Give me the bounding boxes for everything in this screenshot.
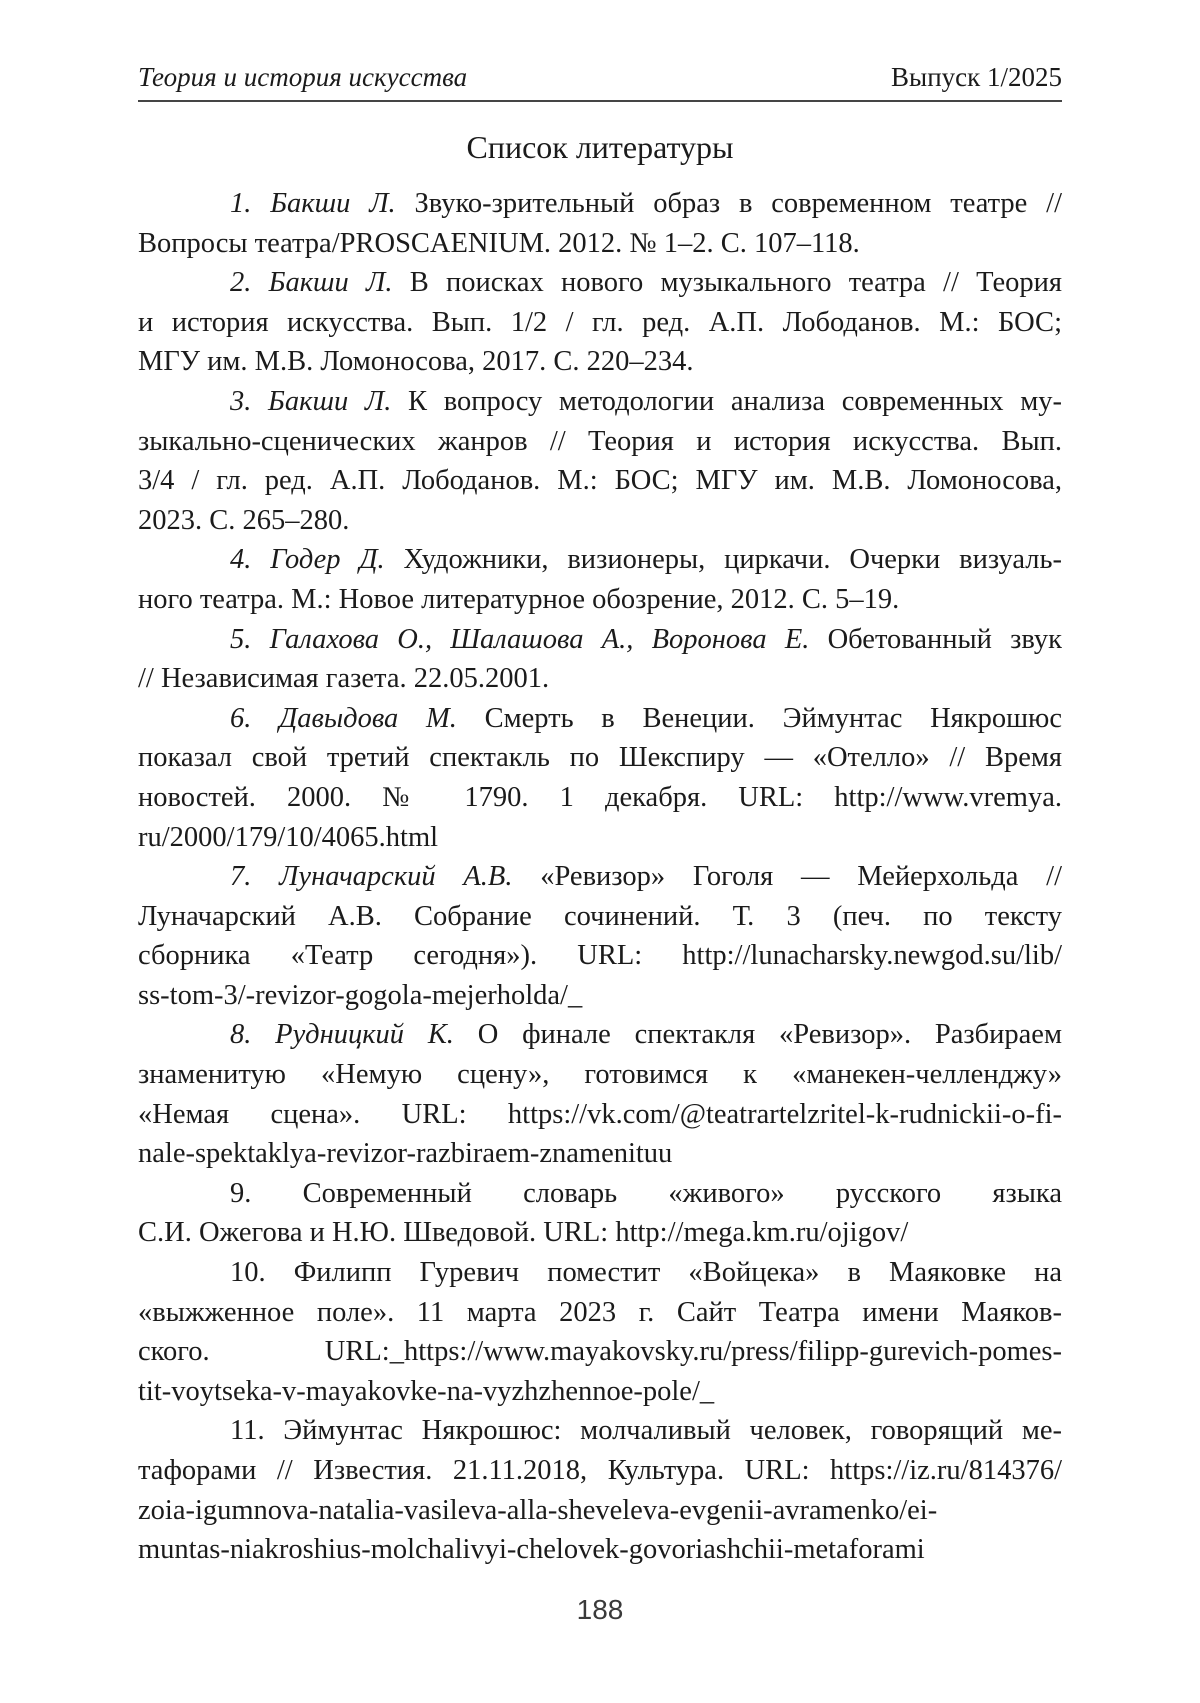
reference-line: [138, 382, 1062, 422]
reference-line: Луначарский А.В. Собрание сочинений. Т. 3 (печ. по тексту: [138, 900, 1062, 932]
reference-line: 3/4 / гл. ред. А.П. Лободанов. М.: БОС; МГУ им. М.В. Ломоносова,: [138, 465, 1062, 497]
reference-line: [138, 857, 1062, 897]
reference-line: новостей. 2000. № 1790. 1 декабря. URL: http://www.vremya.: [138, 781, 1062, 813]
running-head: [138, 0, 1062, 102]
section-title: Список литературы: [466, 129, 734, 165]
reference-line: МГУ им. М.В. Ломоносова, 2017. С. 220–234.: [138, 346, 694, 378]
reference-text: Обетованный звук: [809, 623, 1062, 655]
reference-author: 8. Рудницкий К.: [230, 1019, 454, 1051]
reference-line: zoia-igumnova-natalia-vasileva-alla-sheveleva-evgenii-avramenko/ei-: [138, 1494, 938, 1526]
reference-line: [138, 1174, 1062, 1214]
reference-text: Художники, визионеры, циркачи. Очерки визуаль-: [384, 544, 1062, 576]
reference-line: [138, 699, 1062, 739]
reference-entry-3: [138, 382, 1062, 540]
reference-line: nale-spektaklya-revizor-razbiraem-znamenituu: [138, 1138, 673, 1170]
reference-text: О финале спектакля «Ревизор». Разбираем: [453, 1019, 1062, 1051]
reference-line: 2023. С. 265–280.: [138, 504, 350, 536]
running-head-journal-title: Теория и история искусства: [138, 62, 468, 92]
reference-author: 3. Бакши Л.: [230, 385, 392, 417]
reference-entry-10: [138, 1253, 1062, 1411]
reference-line: тафорами // Известия. 21.11.2018, Культура. URL: https://iz.ru/814376/: [138, 1455, 1062, 1486]
reference-entry-8: [138, 1015, 1062, 1173]
reference-line: [138, 1411, 1062, 1451]
reference-line: показал свой третий спектакль по Шекспиру — «Отелло» // Время: [138, 742, 1062, 774]
reference-entry-11: [138, 1411, 1062, 1569]
reference-text: В поисках нового музыкального театра // Теория: [392, 267, 1062, 299]
reference-line: ского. URL:_https://www.mayakovsky.ru/press/filipp-gurevich-pomes-: [138, 1336, 1062, 1368]
running-head-issue: Выпуск 1/2025: [891, 62, 1062, 92]
reference-line: muntas-niakroshius-molchalivyi-chelovek-govoriashchii-metaforami: [138, 1534, 925, 1566]
reference-text: 9. Современный словарь «живого» русского языка: [230, 1177, 1062, 1209]
reference-entry-5: [138, 620, 1062, 699]
reference-text: Звуко-зрительный образ в современном театре //: [395, 188, 1062, 219]
reference-line: знаменитую «Немую сцену», готовимся к «манекен-челленджу»: [138, 1059, 1062, 1091]
reference-text: «Ревизор» Гоголя — Мейерхольда //: [512, 861, 1063, 893]
reference-line: «Немая сцена». URL: https://vk.com/@teatrartelzritel-k-rudnickii-o-fi-: [138, 1098, 1062, 1130]
reference-text: 10. Филипп Гуревич поместит «Войцека» в Маяковке на: [230, 1257, 1062, 1289]
reference-line: ss-tom-3/-revizor-gogola-mejerholda/_: [138, 979, 583, 1011]
reference-author: 4. Годер Д.: [230, 544, 385, 576]
reference-entry-2: [138, 263, 1062, 382]
reference-line: сборника «Театр сегодня»). URL: http://lunacharsky.newgod.su/lib/: [138, 940, 1062, 972]
reference-line: С.И. Ожегова и Н.Ю. Шведовой. URL: http://mega.km.ru/ojigov/: [138, 1217, 909, 1249]
reference-line: [138, 184, 1062, 224]
reference-list: [138, 184, 1062, 1570]
reference-text: 11. Эймунтас Някрошюс: молчаливый человек, говорящий ме-: [230, 1415, 1062, 1447]
reference-line: [138, 1015, 1062, 1055]
reference-author: 7. Луначарский А.В.: [230, 861, 513, 893]
reference-line: зыкально-сценических жанров // Теория и история искусства. Вып.: [138, 425, 1062, 457]
reference-line: «выжженное поле». 11 марта 2023 г. Сайт Театра имени Маяков-: [138, 1296, 1062, 1328]
reference-line: // Независимая газета. 22.05.2001.: [138, 663, 550, 695]
reference-author: 2. Бакши Л.: [230, 267, 393, 299]
reference-line: [138, 540, 1062, 580]
reference-author: 5. Галахова О., Шалашова А., Воронова Е.: [230, 623, 810, 655]
reference-line: tit-voytseka-v-mayakovke-na-vyzhzhennoe-pole/_: [138, 1375, 715, 1407]
reference-entry-1: [138, 184, 1062, 263]
reference-line: Вопросы театра/PROSCAENIUM. 2012. № 1–2. С. 107–118.: [138, 227, 860, 259]
reference-entry-4: [138, 540, 1062, 619]
reference-line: ного театра. М.: Новое литературное обозрение, 2012. С. 5–19.: [138, 583, 900, 615]
reference-line: [138, 620, 1062, 660]
reference-line: [138, 263, 1062, 303]
reference-entry-9: [138, 1174, 1062, 1253]
reference-entry-7: [138, 857, 1062, 1015]
reference-text: Смерть в Венеции. Эймунтас Някрошюс: [456, 702, 1062, 734]
page-content: [138, 0, 1062, 1570]
reference-text: К вопросу методологии анализа современных му-: [391, 385, 1062, 417]
reference-line: и история искусства. Вып. 1/2 / гл. ред. А.П. Лободанов. М.: БОС;: [138, 306, 1062, 338]
reference-line: ru/2000/179/10/4065.html: [138, 821, 439, 853]
reference-author: 1. Бакши Л.: [230, 188, 396, 219]
reference-entry-6: [138, 699, 1062, 857]
reference-author: 6. Давыдова М.: [230, 702, 457, 734]
page-number: 188: [576, 1594, 624, 1625]
reference-line: [138, 1253, 1062, 1293]
